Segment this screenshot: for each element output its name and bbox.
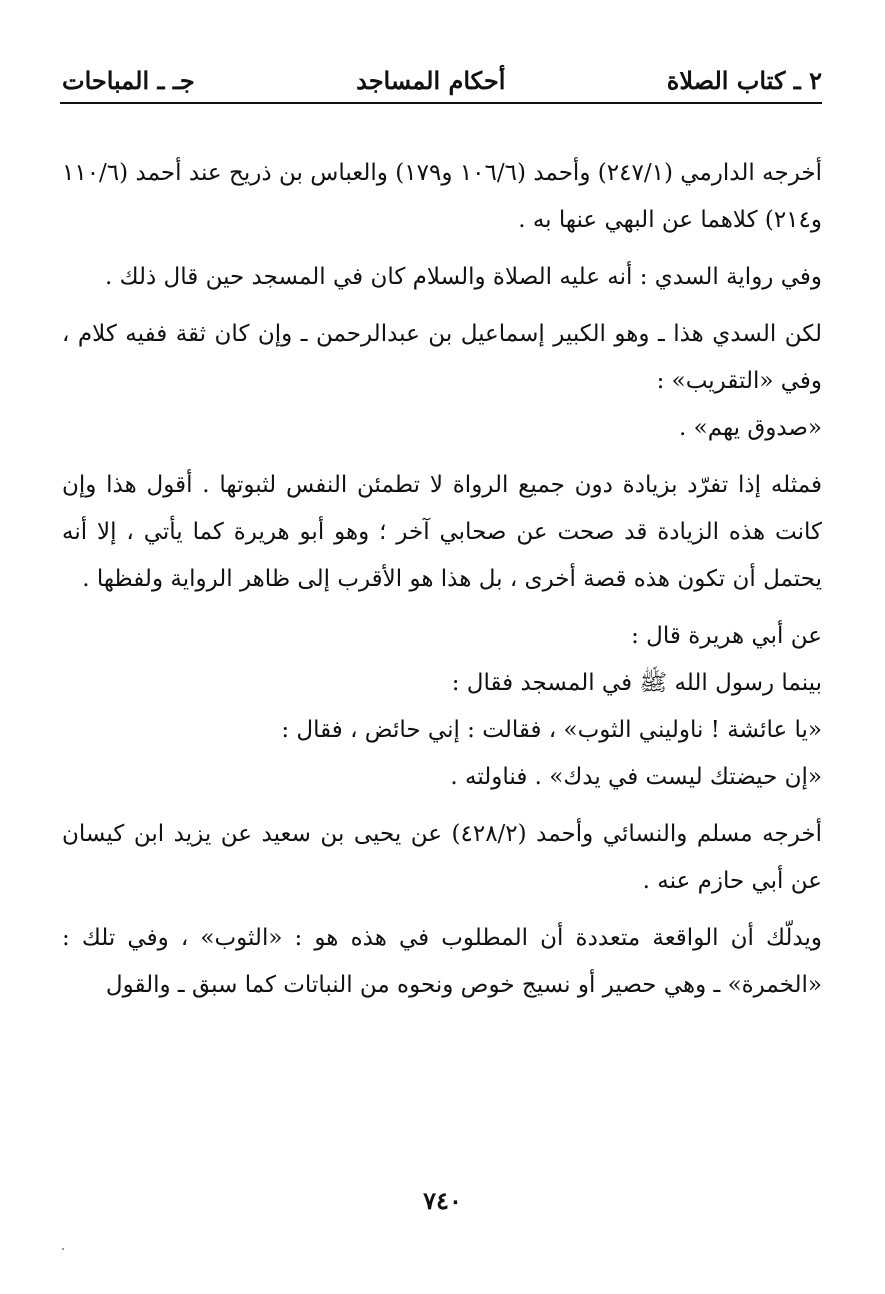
paragraph-3: لكن السدي هذا ـ وهو الكبير إسماعيل بن عبدالرحمن ـ وإن كان ثقة ففيه كلام ، وفي «التقريب» :: [62, 321, 822, 394]
paragraph-1: أخرجه الدارمي (٢٤٧/١) وأحمد (١٠٦/٦ و١٧٩) والعباس بن ذريح عند أحمد (١١٠/٦ و٢١٤) كلاهما عن البهي عنها به .: [62, 160, 822, 233]
paragraph-10: أخرجه مسلم والنسائي وأحمد (٤٢٨/٢) عن يحيى بن سعيد عن يزيد ابن كيسان عن أبي حازم عنه .: [62, 821, 822, 894]
paragraph-9: «إن حيضتك ليست في يدك» . فناولته .: [450, 764, 822, 790]
header-subsection: جـ ـ المباحات: [62, 65, 195, 95]
paragraph-4: «صدوق يهم» .: [679, 415, 822, 441]
running-header: [62, 60, 822, 100]
scan-speck: [62, 1248, 64, 1250]
page-number: ٧٤٠: [423, 1186, 462, 1215]
paragraph-11: ويدلّك أن الواقعة متعددة أن المطلوب في هذه هو : «الثوب» ، وفي تلك : «الخمرة» ـ وهي حصير أو نسيج خوص ونحوه من النباتات كما سبق ـ والقول: [62, 925, 822, 998]
header-section: أحكام المساجد: [356, 65, 506, 95]
header-chapter: ٢ ـ كتاب الصلاة: [666, 65, 822, 95]
paragraph-6: عن أبي هريرة قال :: [631, 623, 822, 649]
paragraph-2: وفي رواية السدي : أنه عليه الصلاة والسلام كان في المسجد حين قال ذلك .: [104, 264, 822, 290]
paragraph-5: فمثله إذا تفرّد بزيادة دون جميع الرواة لا تطمئن النفس لثبوتها . أقول هذا وإن كانت هذه الزيادة قد صحت عن صحابي آخر ؛ وهو أبو هريرة كما يأتي ، إلا أنه يحتمل أن تكون هذه قصة أخرى ، بل هذا هو الأقرب إلى ظاهر الرواية ولفظها .: [62, 472, 822, 592]
paragraph-7: بينما رسول الله ﷺ في المسجد فقال :: [451, 670, 822, 696]
body-text: [62, 150, 822, 1019]
header-divider: [60, 102, 822, 104]
paragraph-8: «يا عائشة ! ناوليني الثوب» ، فقالت : إني حائض ، فقال :: [281, 717, 822, 743]
